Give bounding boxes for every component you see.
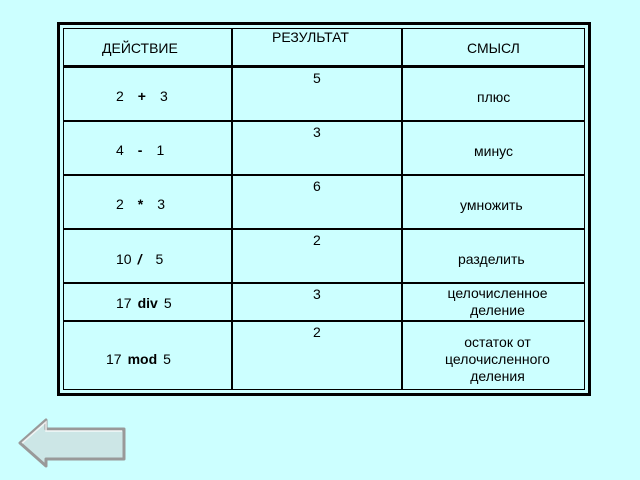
operator: div — [137, 295, 158, 311]
result-cell: 2 — [313, 324, 321, 340]
meaning-line: целочисленного — [445, 351, 550, 367]
operand-a: 10 — [116, 251, 132, 267]
table-inner-frame — [63, 28, 585, 390]
operand-a: 17 — [116, 295, 132, 311]
column-divider — [401, 29, 403, 389]
meaning-cell — [405, 285, 590, 319]
operand-a: 4 — [116, 142, 124, 158]
operand-b: 5 — [163, 351, 171, 367]
result-cell: 5 — [313, 70, 321, 86]
result-cell: 6 — [313, 178, 321, 194]
action-cell — [116, 142, 164, 159]
row-divider — [64, 120, 584, 122]
operator: + — [137, 88, 146, 104]
result-cell: 2 — [313, 232, 321, 248]
left-arrow-icon — [18, 417, 128, 469]
operator: mod — [127, 351, 158, 367]
operand-a: 2 — [116, 196, 124, 212]
meaning-line: деления — [470, 368, 525, 384]
meaning-line: деление — [470, 302, 525, 318]
result-cell: 3 — [313, 286, 321, 302]
header-result: РЕЗУЛЬТАТ — [272, 29, 349, 45]
header-divider — [64, 65, 584, 68]
row-divider — [64, 174, 584, 176]
row-divider — [64, 320, 584, 322]
meaning-cell: минус — [474, 143, 514, 159]
operator: - — [137, 142, 143, 158]
operand-b: 5 — [163, 295, 172, 311]
action-cell — [116, 295, 172, 312]
meaning-cell — [405, 334, 590, 385]
meaning-cell: умножить — [460, 197, 523, 213]
result-cell: 3 — [313, 124, 321, 140]
meaning-cell: плюс — [477, 89, 511, 105]
action-cell — [116, 251, 163, 268]
action-cell — [116, 196, 165, 213]
column-divider — [231, 29, 233, 389]
meaning-line: целочисленное — [447, 285, 548, 301]
operand-b: 3 — [159, 88, 168, 104]
action-cell — [116, 88, 168, 105]
operator: * — [137, 196, 144, 212]
operand-b: 1 — [156, 142, 165, 158]
header-action: ДЕЙСТВИЕ — [102, 40, 178, 56]
operand-a: 17 — [106, 351, 122, 367]
operand-a: 2 — [116, 88, 124, 104]
row-divider — [64, 228, 584, 230]
meaning-cell: разделить — [458, 251, 525, 267]
operand-b: 3 — [157, 196, 166, 212]
back-button[interactable] — [18, 417, 128, 469]
action-cell — [106, 351, 171, 368]
operator: / — [137, 251, 142, 267]
operand-b: 5 — [155, 251, 164, 267]
meaning-line: остаток от — [464, 334, 531, 350]
row-divider — [64, 282, 584, 284]
operations-table — [57, 22, 591, 396]
header-meaning: СМЫСЛ — [467, 40, 520, 56]
